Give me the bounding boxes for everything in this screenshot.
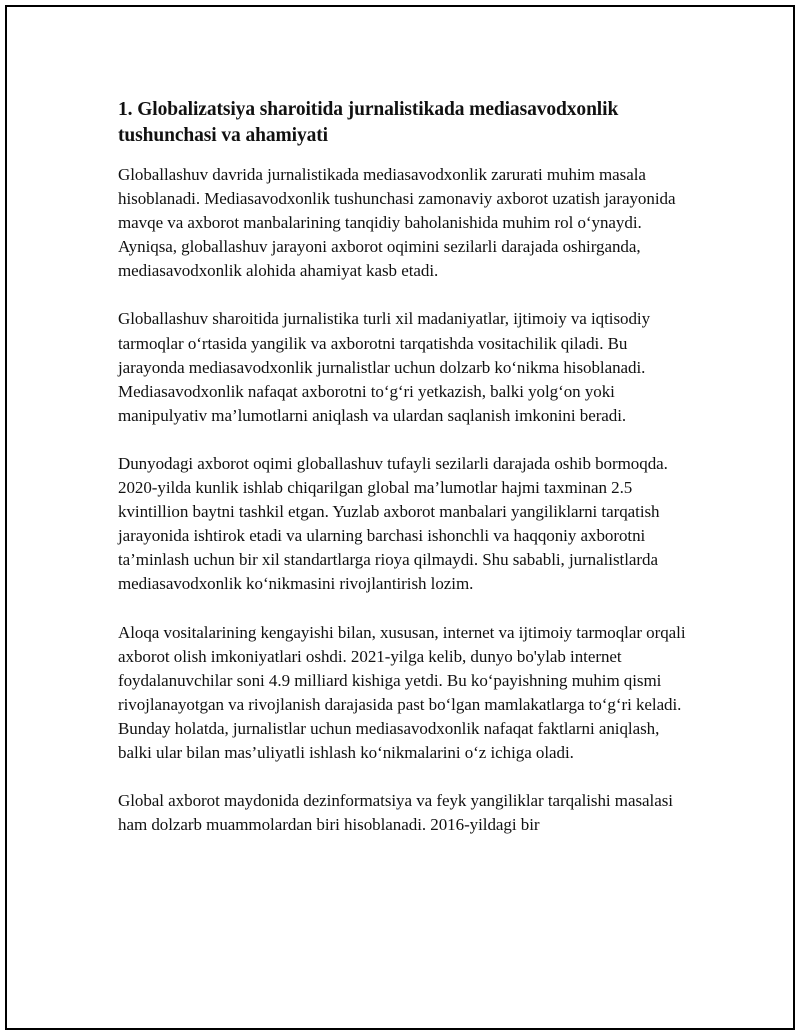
paragraph-3: Dunyodagi axborot oqimi globallashuv tufayli sezilarli darajada oshib bormoqda. 2020-yilda kunlik ishlab chiqarilgan global ma’lumotlar hajmi taxminan 2.5 kvintillion baytni tashkil etgan. Yuzlab axborot manbalari yangiliklarni tarqatish jarayonida ishtirok etadi va ularning barchasi ishonchli va haqqoniy axborotni ta’minlash uchun bir xil standartlarga rioya qilmaydi. Shu sababli, jurnalistlarda mediasavodxonlik ko‘nikmasini rivojlantirish lozim. — [118, 453, 668, 594]
document-body — [118, 97, 688, 861]
document-page — [5, 5, 795, 1030]
paragraph-4: Aloqa vositalarining kengayishi bilan, xususan, internet va ijtimoiy tarmoqlar orqali axborot olish imkoniyatlari oshdi. 2021-yilga kelib, dunyo bo'ylab internet foydalanuvchilar soni 4.9 milliard kishiga yetdi. Bu ko‘payishning muhim qismi rivojlanayotgan va rivojlanish darajasida past bo‘lgan mamlakatlarga to‘g‘ri keladi. Bunday holatda, jurnalistlar uchun mediasavodxonlik nafaqat faktlarni aniqlash, balki ular bilan mas’uliyatli ishlash ko‘nikmalarini o‘z ichiga oladi. — [118, 622, 686, 762]
paragraph-5: Global axborot maydonida dezinformatsiya va feyk yangiliklar tarqalishi masalasi ham dolzarb muammolardan biri hisoblanadi. 2016-yildagi bir — [118, 791, 673, 835]
paragraph-1: Globallashuv davrida jurnalistikada mediasavodxonlik zarurati muhim masala hisoblanadi. Mediasavodxonlik tushunchasi zamonaviy axborot uzatish jarayonida mavqe va axborot manbalarining tanqidiy baholanishida muhim rol o‘ynaydi. Ayniqsa, globallashuv jarayoni axborot oqimini sezilarli darajada oshirganda, mediasavodxonlik alohida ahamiyat kasb etadi. — [118, 165, 676, 281]
section-heading: 1. Globalizatsiya sharoitida jurnalistikada mediasavodxonlik tushunchasi va ahamiyati — [118, 99, 619, 146]
paragraph-2: Globallashuv sharoitida jurnalistika turli xil madaniyatlar, ijtimoiy va iqtisodiy tarmoqlar o‘rtasida yangilik va axborotni tarqatishda vositachilik qiladi. Bu jarayonda mediasavodxonlik jurnalistlar uchun dolzarb ko‘nikma hisoblanadi. Mediasavodxonlik nafaqat axborotni to‘g‘ri yetkazish, balki yolg‘on yoki manipulyativ ma’lumotlarni aniqlash va ulardan saqlanish imkonini beradi. — [118, 309, 651, 425]
